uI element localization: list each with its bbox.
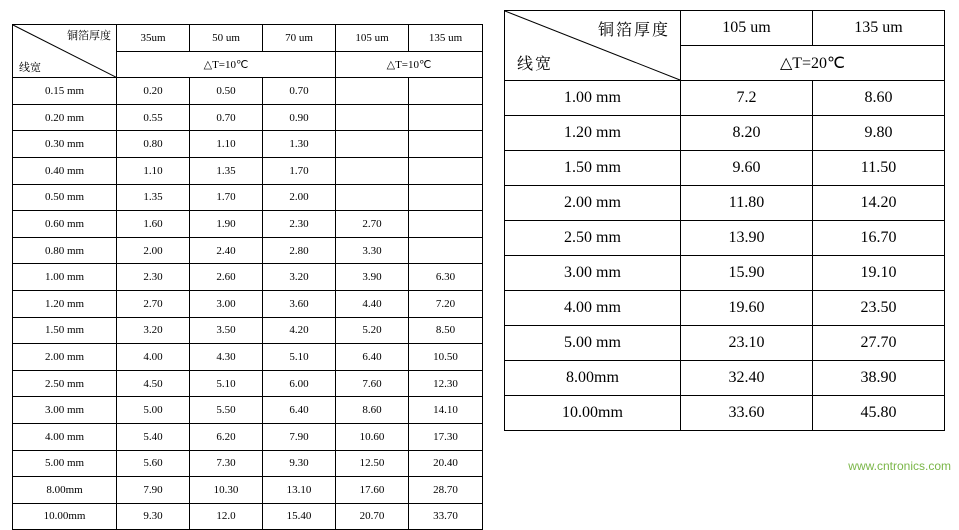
table-row — [505, 396, 945, 431]
table-row — [13, 211, 483, 238]
current-value-cell: 1.35 — [117, 184, 190, 211]
current-value-cell: 23.10 — [681, 326, 813, 361]
current-value-cell: 12.30 — [409, 370, 483, 397]
current-value-cell: 1.90 — [190, 211, 263, 238]
table-row — [13, 344, 483, 371]
current-value-cell: 4.00 — [117, 344, 190, 371]
current-value-cell: 4.30 — [190, 344, 263, 371]
table-row — [13, 184, 483, 211]
current-value-cell: 1.30 — [263, 131, 336, 158]
current-value-cell: 3.60 — [263, 290, 336, 317]
line-width-cell: 0.30 mm — [13, 131, 117, 158]
current-value-cell: 12.0 — [190, 503, 263, 530]
watermark: www.cntronics.com — [848, 459, 951, 473]
line-width-cell: 4.00 mm — [505, 291, 681, 326]
current-value-cell — [336, 78, 409, 105]
copper-thickness-table-10c — [12, 24, 483, 530]
corner-label-thickness: 铜箔厚度 — [67, 30, 111, 42]
current-value-cell: 11.50 — [813, 151, 945, 186]
line-width-cell: 0.20 mm — [13, 104, 117, 131]
current-value-cell: 13.10 — [263, 477, 336, 504]
table-row — [13, 477, 483, 504]
current-value-cell: 7.90 — [263, 423, 336, 450]
current-value-cell: 11.80 — [681, 186, 813, 221]
current-value-cell: 0.55 — [117, 104, 190, 131]
current-value-cell: 45.80 — [813, 396, 945, 431]
table-header-row — [505, 11, 945, 46]
current-value-cell: 1.10 — [190, 131, 263, 158]
table-row — [505, 361, 945, 396]
line-width-cell: 1.00 mm — [505, 81, 681, 116]
current-value-cell: 10.50 — [409, 344, 483, 371]
table-row — [505, 81, 945, 116]
temp-rise-left: △T=10℃ — [117, 51, 336, 78]
current-value-cell: 10.60 — [336, 423, 409, 450]
current-value-cell: 6.20 — [190, 423, 263, 450]
table-row — [13, 104, 483, 131]
current-value-cell: 5.10 — [190, 370, 263, 397]
current-value-cell — [409, 131, 483, 158]
current-value-cell: 3.20 — [263, 264, 336, 291]
current-value-cell: 33.60 — [681, 396, 813, 431]
current-value-cell: 1.70 — [190, 184, 263, 211]
current-value-cell: 38.90 — [813, 361, 945, 396]
temp-rise-label: △T=20℃ — [681, 46, 945, 81]
corner-label-width: 线宽 — [19, 62, 41, 75]
thickness-header-105um: 105 um — [336, 25, 409, 52]
current-value-cell: 3.30 — [336, 237, 409, 264]
current-value-cell: 6.40 — [263, 397, 336, 424]
line-width-cell: 0.40 mm — [13, 157, 117, 184]
current-value-cell: 33.70 — [409, 503, 483, 530]
table-row — [13, 131, 483, 158]
current-value-cell — [409, 78, 483, 105]
line-width-cell: 8.00mm — [13, 477, 117, 504]
table-row — [13, 157, 483, 184]
table-row — [505, 326, 945, 361]
current-value-cell: 5.60 — [117, 450, 190, 477]
thickness-header-135um: 135 um — [409, 25, 483, 52]
table-row — [13, 264, 483, 291]
copper-thickness-table-20c — [504, 10, 945, 431]
current-value-cell: 2.70 — [336, 211, 409, 238]
current-value-cell: 4.40 — [336, 290, 409, 317]
current-value-cell: 4.50 — [117, 370, 190, 397]
current-value-cell: 2.40 — [190, 237, 263, 264]
corner-label-width: 线宽 — [517, 56, 554, 73]
current-value-cell: 2.00 — [117, 237, 190, 264]
table-row — [505, 151, 945, 186]
line-width-cell: 1.50 mm — [505, 151, 681, 186]
corner-header-cell — [505, 11, 681, 81]
current-value-cell — [409, 184, 483, 211]
current-value-cell: 7.20 — [409, 290, 483, 317]
line-width-cell: 5.00 mm — [13, 450, 117, 477]
line-width-cell: 0.50 mm — [13, 184, 117, 211]
line-width-cell: 0.15 mm — [13, 78, 117, 105]
line-width-cell: 1.50 mm — [13, 317, 117, 344]
current-value-cell: 3.00 — [190, 290, 263, 317]
current-value-cell — [409, 157, 483, 184]
current-value-cell: 7.30 — [190, 450, 263, 477]
current-value-cell: 5.40 — [117, 423, 190, 450]
table-row — [505, 256, 945, 291]
table-row — [13, 370, 483, 397]
line-width-cell: 3.00 mm — [13, 397, 117, 424]
current-value-cell: 2.60 — [190, 264, 263, 291]
line-width-cell: 2.50 mm — [13, 370, 117, 397]
current-value-cell: 5.50 — [190, 397, 263, 424]
current-value-cell — [336, 184, 409, 211]
table-row — [13, 78, 483, 105]
line-width-cell: 4.00 mm — [13, 423, 117, 450]
thickness-header-50um: 50 um — [190, 25, 263, 52]
current-value-cell: 16.70 — [813, 221, 945, 256]
current-value-cell: 6.40 — [336, 344, 409, 371]
line-width-cell: 5.00 mm — [505, 326, 681, 361]
table-row — [505, 116, 945, 151]
current-value-cell: 32.40 — [681, 361, 813, 396]
current-value-cell: 13.90 — [681, 221, 813, 256]
line-width-cell: 1.00 mm — [13, 264, 117, 291]
current-value-cell: 8.50 — [409, 317, 483, 344]
current-value-cell: 20.70 — [336, 503, 409, 530]
current-value-cell: 20.40 — [409, 450, 483, 477]
table-row — [13, 237, 483, 264]
line-width-cell: 2.00 mm — [505, 186, 681, 221]
table-row — [13, 503, 483, 530]
current-value-cell: 7.2 — [681, 81, 813, 116]
right-table-container — [504, 10, 944, 431]
current-value-cell: 9.30 — [117, 503, 190, 530]
current-value-cell: 19.60 — [681, 291, 813, 326]
current-value-cell: 1.70 — [263, 157, 336, 184]
corner-header-cell — [13, 25, 117, 78]
current-value-cell: 12.50 — [336, 450, 409, 477]
current-value-cell: 14.20 — [813, 186, 945, 221]
line-width-cell: 10.00mm — [13, 503, 117, 530]
current-value-cell: 2.70 — [117, 290, 190, 317]
corner-label-thickness: 铜箔厚度 — [597, 22, 670, 39]
line-width-cell: 0.80 mm — [13, 237, 117, 264]
current-value-cell: 14.10 — [409, 397, 483, 424]
line-width-cell: 10.00mm — [505, 396, 681, 431]
thickness-header-135um: 135 um — [813, 11, 945, 46]
current-value-cell: 0.80 — [117, 131, 190, 158]
current-value-cell: 28.70 — [409, 477, 483, 504]
current-value-cell: 8.60 — [813, 81, 945, 116]
current-value-cell: 10.30 — [190, 477, 263, 504]
current-value-cell — [336, 157, 409, 184]
current-value-cell: 27.70 — [813, 326, 945, 361]
current-value-cell — [409, 211, 483, 238]
current-value-cell — [409, 237, 483, 264]
table-row — [13, 423, 483, 450]
line-width-cell: 1.20 mm — [13, 290, 117, 317]
current-value-cell: 15.90 — [681, 256, 813, 291]
current-value-cell: 5.10 — [263, 344, 336, 371]
line-width-cell: 3.00 mm — [505, 256, 681, 291]
current-value-cell: 1.10 — [117, 157, 190, 184]
table-row — [505, 291, 945, 326]
current-value-cell: 0.70 — [190, 104, 263, 131]
current-value-cell: 3.90 — [336, 264, 409, 291]
table-row — [13, 450, 483, 477]
current-value-cell: 0.20 — [117, 78, 190, 105]
current-value-cell: 19.10 — [813, 256, 945, 291]
current-value-cell: 17.60 — [336, 477, 409, 504]
left-table-container — [12, 24, 482, 530]
current-value-cell: 17.30 — [409, 423, 483, 450]
line-width-cell: 2.50 mm — [505, 221, 681, 256]
table-row — [13, 290, 483, 317]
current-value-cell: 5.20 — [336, 317, 409, 344]
thickness-header-105um: 105 um — [681, 11, 813, 46]
current-value-cell: 7.60 — [336, 370, 409, 397]
line-width-cell: 1.20 mm — [505, 116, 681, 151]
table-header-row — [13, 25, 483, 52]
current-value-cell: 0.70 — [263, 78, 336, 105]
current-value-cell: 9.60 — [681, 151, 813, 186]
current-value-cell: 2.00 — [263, 184, 336, 211]
current-value-cell: 6.00 — [263, 370, 336, 397]
current-value-cell: 1.35 — [190, 157, 263, 184]
current-value-cell: 2.30 — [263, 211, 336, 238]
current-value-cell: 15.40 — [263, 503, 336, 530]
current-value-cell: 4.20 — [263, 317, 336, 344]
line-width-cell: 2.00 mm — [13, 344, 117, 371]
current-value-cell: 6.30 — [409, 264, 483, 291]
current-value-cell: 3.20 — [117, 317, 190, 344]
current-value-cell — [336, 104, 409, 131]
current-value-cell: 0.50 — [190, 78, 263, 105]
table-row — [13, 317, 483, 344]
current-value-cell: 2.80 — [263, 237, 336, 264]
table-row — [13, 397, 483, 424]
line-width-cell: 0.60 mm — [13, 211, 117, 238]
table-row — [505, 186, 945, 221]
thickness-header-35um: 35um — [117, 25, 190, 52]
current-value-cell: 2.30 — [117, 264, 190, 291]
current-value-cell: 8.60 — [336, 397, 409, 424]
current-value-cell: 9.80 — [813, 116, 945, 151]
current-value-cell: 8.20 — [681, 116, 813, 151]
table-row — [505, 221, 945, 256]
line-width-cell: 8.00mm — [505, 361, 681, 396]
current-value-cell — [336, 131, 409, 158]
current-value-cell: 9.30 — [263, 450, 336, 477]
thickness-header-70um: 70 um — [263, 25, 336, 52]
current-value-cell: 3.50 — [190, 317, 263, 344]
current-value-cell: 23.50 — [813, 291, 945, 326]
current-value-cell: 0.90 — [263, 104, 336, 131]
current-value-cell: 7.90 — [117, 477, 190, 504]
current-value-cell: 1.60 — [117, 211, 190, 238]
temp-rise-right: △T=10℃ — [336, 51, 483, 78]
current-value-cell: 5.00 — [117, 397, 190, 424]
current-value-cell — [409, 104, 483, 131]
